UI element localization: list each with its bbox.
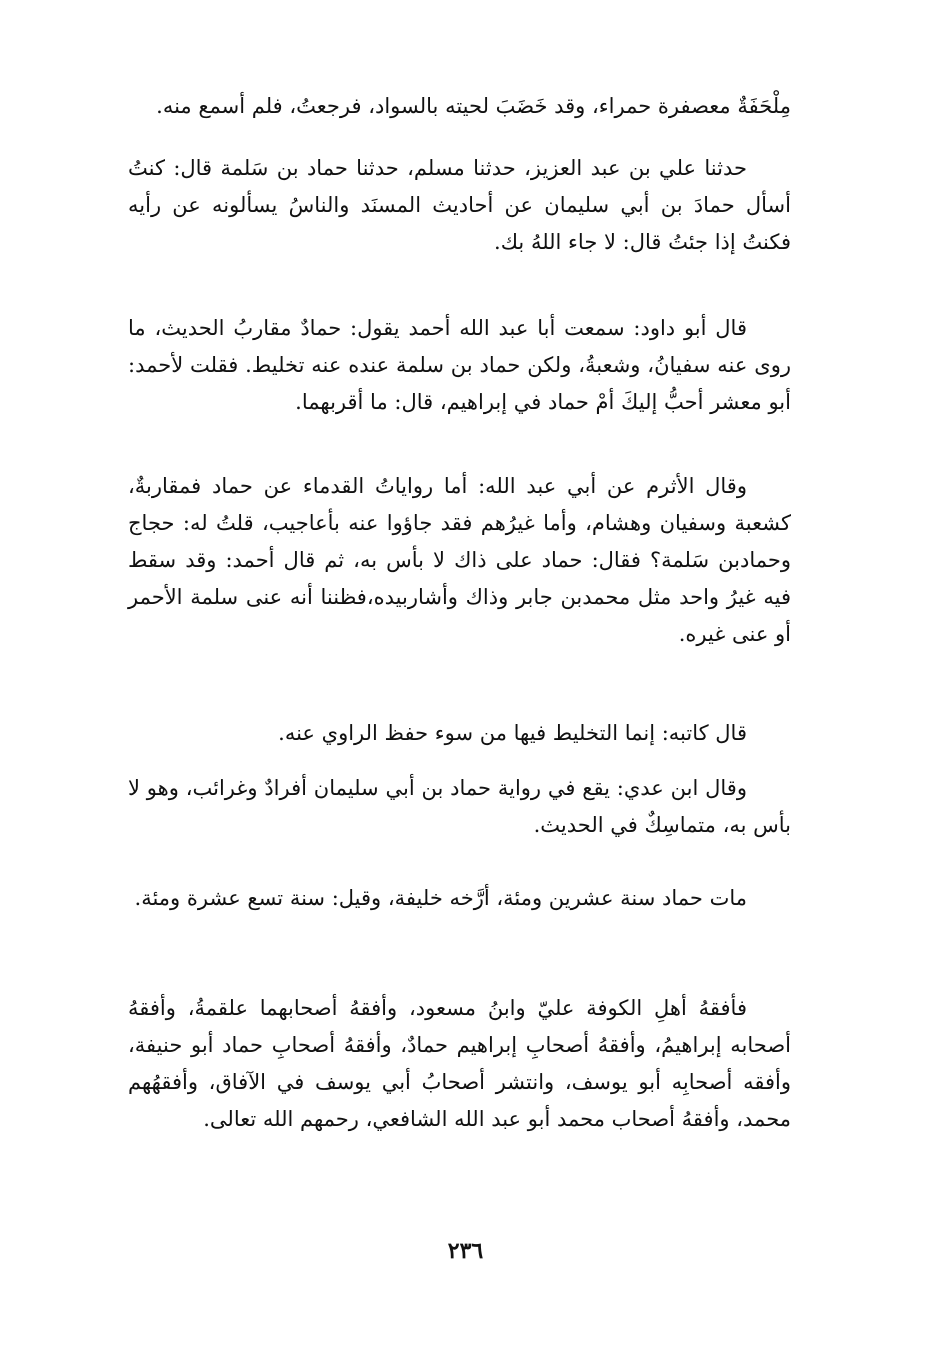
page-number: ٢٣٦: [447, 1238, 484, 1264]
paragraph-death-date: مات حماد سنة عشرين ومئة، أرَّخه خليفة، وقيل: سنة تسع عشرة ومئة.: [134, 886, 747, 910]
paragraph-author-note: قال كاتبه: إنما التخليط فيها من سوء حفظ الراوي عنه.: [278, 721, 747, 745]
paragraph-abu-dawud: قال أبو داود: سمعت أبا عبد الله أحمد يقول: حمادٌ مقاربُ الحديث، ما روى عنه سفيانُ، وشعبةُ، ولكن حماد بن سلمة عنده عنه تخليط. فقلت لأحمد: أبو معشر أحبُّ إليكَ أمْ حماد في إبراهيم، قال: ما أقربهما.: [128, 316, 791, 414]
paragraph-kufa-jurists: فأفقهُ أهلِ الكوفة عليّ وابنُ مسعود، وأفقهُ أصحابهما علقمةُ، وأفقهُ أصحابه إبراهيمُ، وأفقهُ أصحابِ إبراهيم حمادٌ، وأفقهُ أصحابِ حماد أبو حنيفة، وأفقه أصحابِه أبو يوسف، وانتشر أصحابُ أبي يوسف في الآفاق، وأفقهُهم محمد، وأفقهُ أصحاب محمد أبو عبد الله الشافعي، رحمهم الله تعالى.: [128, 996, 791, 1131]
paragraph-hammad-ibn-salama: حدثنا علي بن عبد العزيز، حدثنا مسلم، حدثنا حماد بن سَلمة قال: كنتُ أسأل حمادَ بن أبي سليمان عن أحاديث المسنَد والناسُ يسألونه عن رأيه فكنتُ إذا جئتُ قال: لا جاء اللهُ بك.: [128, 156, 791, 254]
paragraph-ibn-adi: وقال ابن عدي: يقع في رواية حماد بن أبي سليمان أفرادٌ وغرائب، وهو لا بأس به، متماسِكٌ في الحديث.: [128, 776, 791, 837]
paragraph-opening-continuation: مِلْحَفَةٌ معصفرة حمراء، وقد خَضَبَ لحيته بالسواد، فرجعتُ، فلم أسمع منه.: [156, 94, 791, 118]
paragraph-al-athram: وقال الأثرم عن أبي عبد الله: أما رواياتُ القدماء عن حماد فمقاربةٌ، كشعبة وسفيان وهشام، وأما غيرُهم فقد جاؤوا عنه بأعاجيب، قلتُ له: حجاج وحمادبن سَلمة؟ فقال: حماد على ذاك لا بأس به، ثم قال أحمد: وقد سقط فيه غيرُ واحد مثل محمدبن جابر وذاك وأشاربيده،فظننا أنه عنى سلمة الأحمر أو عنى غيره.: [128, 474, 791, 646]
